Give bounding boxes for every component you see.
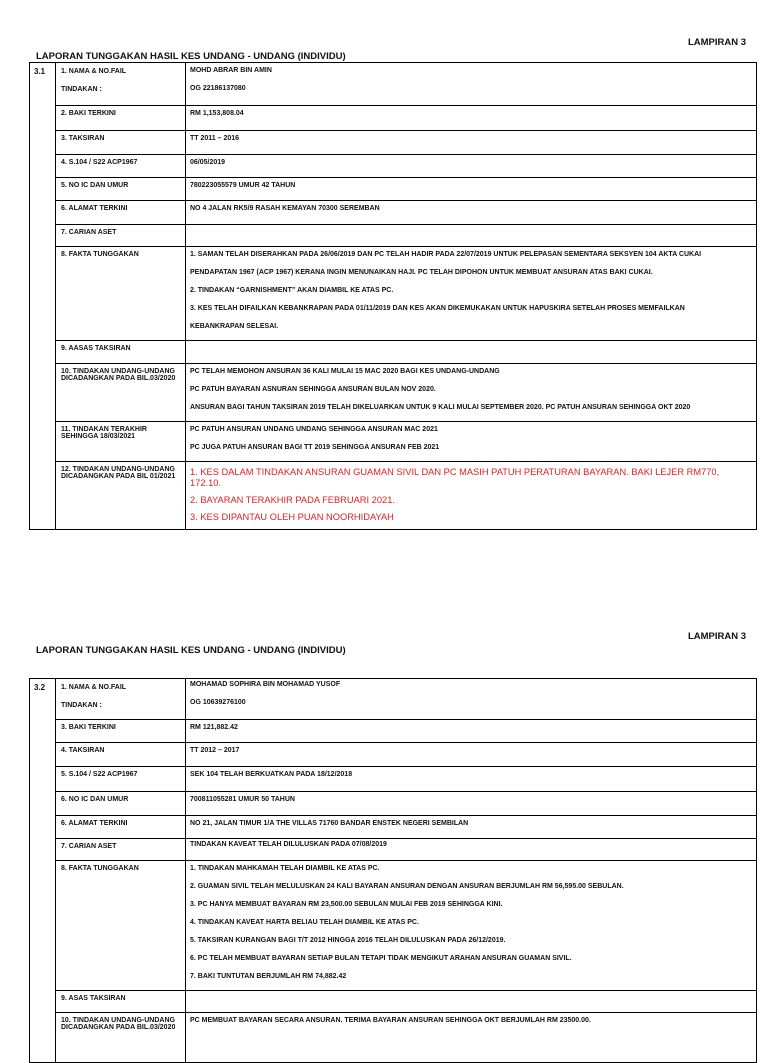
row-value	[186, 247, 757, 341]
label-subtext: TINDAKAN :	[61, 86, 102, 93]
row-value	[186, 720, 757, 743]
row-label: 9. AASAS TAKSIRAN	[56, 341, 186, 364]
row-label: 7. CARIAN ASET	[56, 225, 186, 247]
report-table-3-1	[29, 62, 757, 530]
row-value	[186, 792, 757, 816]
value-line: 700811055281 UMUR 50 TAHUN	[190, 796, 295, 803]
row-label	[56, 679, 186, 720]
fact-line: 6. PC TELAH MEMBUAT BAYARAN SETIAP BULAN TETAPI TIDAK MENGIKUT ARAHAN ANSURAN GUAMAN SIVIL.	[190, 955, 572, 962]
row-value	[186, 225, 757, 247]
value-line: PC JUGA PATUH ANSURAN BAGI TT 2019 SEHINGGA ANSURAN FEB 2021	[190, 444, 440, 451]
lampiran-label: LAMPIRAN 3	[687, 37, 746, 48]
row-label: 8. FAKTA TUNGGAKAN	[56, 861, 186, 991]
report-title: LAPORAN TUNGGAKAN HASIL KES UNDANG - UNDANG (INDIVIDU)	[36, 645, 346, 656]
row-value	[186, 1013, 757, 1063]
fact-line: 4. TINDAKAN KAVEAT HARTA BELIAU TELAH DIAMBIL KE ATAS PC.	[190, 919, 419, 926]
value-line: 06/05/2019	[190, 159, 226, 166]
row-label	[56, 63, 186, 106]
fact-line: PENDAPATAN 1967 (ACP 1967) KERANA INGIN MENUNAIKAN HAJI. PC TELAH DIPOHON UNTUK MEMBUAT ANSURAN ATAS BAKI CUKAI.	[190, 269, 653, 276]
row-value	[186, 341, 757, 364]
label-subtext: TINDAKAN :	[61, 702, 102, 709]
row-label: 11. TINDAKAN TERAKHIR SEHINGGA 18/03/2021	[56, 422, 186, 462]
row-value	[186, 839, 757, 861]
section-number: 3.1	[30, 63, 56, 530]
row-label: 3. BAKI TERKINI	[56, 720, 186, 743]
row-label: 5. NO IC DAN UMUR	[56, 178, 186, 201]
row-label: 4. TAKSIRAN	[56, 743, 186, 767]
row-value	[186, 131, 757, 155]
fact-line: 3. KES TELAH DIFAILKAN KEBANKRAPAN PADA 01/11/2019 DAN KES AKAN DIKEMUKAKAN UNTUK HAPUSKIRA SETELAH PROSES MEMFAILKAN	[190, 305, 685, 312]
fact-line: 5. TAKSIRAN KURANGAN BAGI T/T 2012 HINGGA 2016 TELAH DILULUSKAN PADA 26/12/2019.	[190, 937, 506, 944]
report-title: LAPORAN TUNGGAKAN HASIL KES UNDANG - UNDANG (INDIVIDU)	[36, 51, 346, 62]
fact-line: 1. TINDAKAN MAHKAMAH TELAH DIAMBIL KE ATAS PC.	[190, 865, 380, 872]
row-label: 2. BAKI TERKINI	[56, 106, 186, 131]
file-number: OG 10639276100	[190, 699, 246, 706]
status-line-red: 2. BAYARAN TERAKHIR PADA FEBRUARI 2021.	[190, 495, 395, 505]
value-line: TT 2012 – 2017	[190, 747, 240, 754]
value-line: ANSURAN BAGI TAHUN TAKSIRAN 2019 TELAH DIKELUARKAN UNTUK 9 KALI MULAI SEPTEMBER 2020. PC PATUH ANSURAN SEHINGGA OKT 2020	[190, 404, 691, 411]
row-value	[186, 155, 757, 178]
value-line: PC TELAH MEMOHON ANSURAN 36 KALI MULAI 15 MAC 2020 BAGI KES UNDANG-UNDANG	[190, 368, 500, 375]
row-label: 6. NO IC DAN UMUR	[56, 792, 186, 816]
fact-line: 2. GUAMAN SIVIL TELAH MELULUSKAN 24 KALI BAYARAN ANSURAN DENGAN ANSURAN BERJUMLAH RM 56,595.00 SEBULAN.	[190, 883, 624, 890]
fact-line: 2. TINDAKAN “GARNISHMENT” AKAN DIAMBIL KE ATAS PC.	[190, 287, 394, 294]
row-value	[186, 861, 757, 991]
row-label: 4. S.104 / S22 ACP1967	[56, 155, 186, 178]
report-table-3-2	[29, 678, 757, 1063]
value-line: TT 2011 – 2016	[190, 135, 240, 142]
row-label: 10. TINDAKAN UNDANG-UNDANG DICADANGKAN PADA BIL.03/2020	[56, 1013, 186, 1063]
value-line: SEK 104 TELAH BERKUATKAN PADA 18/12/2018	[190, 771, 353, 778]
status-line-red: 1. KES DALAM TINDAKAN ANSURAN GUAMAN SIVIL DAN PC MASIH PATUH PERATURAN BAYARAN. BAKI LEJER RM770, 172.10.	[190, 467, 720, 488]
row-value	[186, 991, 757, 1013]
row-value	[186, 679, 757, 720]
row-label: 6. ALAMAT TERKINI	[56, 201, 186, 225]
fact-line: KEBANKRAPAN SELESAI.	[190, 323, 279, 330]
row-label: 6. ALAMAT TERKINI	[56, 816, 186, 839]
row-value	[186, 816, 757, 839]
row-value	[186, 743, 757, 767]
label-text: 1. NAMA & NO.FAIL	[61, 68, 127, 75]
row-value	[186, 63, 757, 106]
taxpayer-name: MOHAMAD SOPHIRA BIN MOHAMAD YUSOF	[190, 681, 341, 688]
row-value	[186, 106, 757, 131]
row-value	[186, 422, 757, 462]
row-label: 8. FAKTA TUNGGAKAN	[56, 247, 186, 341]
fact-line: 1. SAMAN TELAH DISERAHKAN PADA 26/06/2019 DAN PC TELAH HADIR PADA 22/07/2019 UNTUK PELEPASAN SEMENTARA SEKSYEN 104 AKTA CUKAI	[190, 251, 702, 258]
value-line: RM 1,153,808.04	[190, 110, 244, 117]
value-line: PC PATUH BAYARAN ASNURAN SEHINGGA ANSURAN BULAN NOV 2020.	[190, 386, 436, 393]
fact-line: 3. PC HANYA MEMBUAT BAYARAN RM 23,500.00 SEBULAN MULAI FEB 2019 SEHINGGA KINI.	[190, 901, 503, 908]
lampiran-label: LAMPIRAN 3	[687, 631, 746, 642]
row-label: 9. ASAS TAKSIRAN	[56, 991, 186, 1013]
fact-line: 7. BAKI TUNTUTAN BERJUMLAH RM 74,882.42	[190, 973, 347, 980]
row-value	[186, 767, 757, 792]
row-label: 7. CARIAN ASET	[56, 839, 186, 861]
label-text: 1. NAMA & NO.FAIL	[61, 684, 127, 691]
row-value	[186, 462, 757, 530]
row-value	[186, 201, 757, 225]
value-line: RM 121,882.42	[190, 724, 238, 731]
taxpayer-name: MOHD ABRAR BIN AMIN	[190, 67, 272, 74]
status-line-red: 3. KES DIPANTAU OLEH PUAN NOORHIDAYAH	[190, 512, 394, 522]
value-line: 780223055579 UMUR 42 TAHUN	[190, 182, 296, 189]
row-label: 5. S.104 / S22 ACP1967	[56, 767, 186, 792]
row-label: 12. TINDAKAN UNDANG-UNDANG DICADANGKAN PADA BIL 01/2021	[56, 462, 186, 530]
value-line: NO 21, JALAN TIMUR 1/A THE VILLAS 71760 BANDAR ENSTEK NEGERI SEMBILAN	[190, 820, 469, 827]
value-line: TINDAKAN KAVEAT TELAH DILULUSKAN PADA 07/08/2019	[190, 841, 387, 848]
value-line: NO 4 JALAN RK5/9 RASAH KEMAYAN 70300 SEREMBAN	[190, 205, 380, 212]
row-label: 3. TAKSIRAN	[56, 131, 186, 155]
section-number: 3.2	[30, 679, 56, 1063]
row-value	[186, 178, 757, 201]
file-number: OG 22186137080	[190, 85, 246, 92]
value-line: PC MEMBUAT BAYARAN SECARA ANSURAN. TERIMA BAYARAN ANSURAN SEHINGGA OKT BERJUMLAH RM 23500.00.	[190, 1017, 591, 1024]
row-value	[186, 364, 757, 422]
value-line: PC PATUH ANSURAN UNDANG UNDANG SEHINGGA ANSURAN MAC 2021	[190, 426, 438, 433]
row-label: 10. TINDAKAN UNDANG-UNDANG DICADANGKAN PADA BIL.03/2020	[56, 364, 186, 422]
